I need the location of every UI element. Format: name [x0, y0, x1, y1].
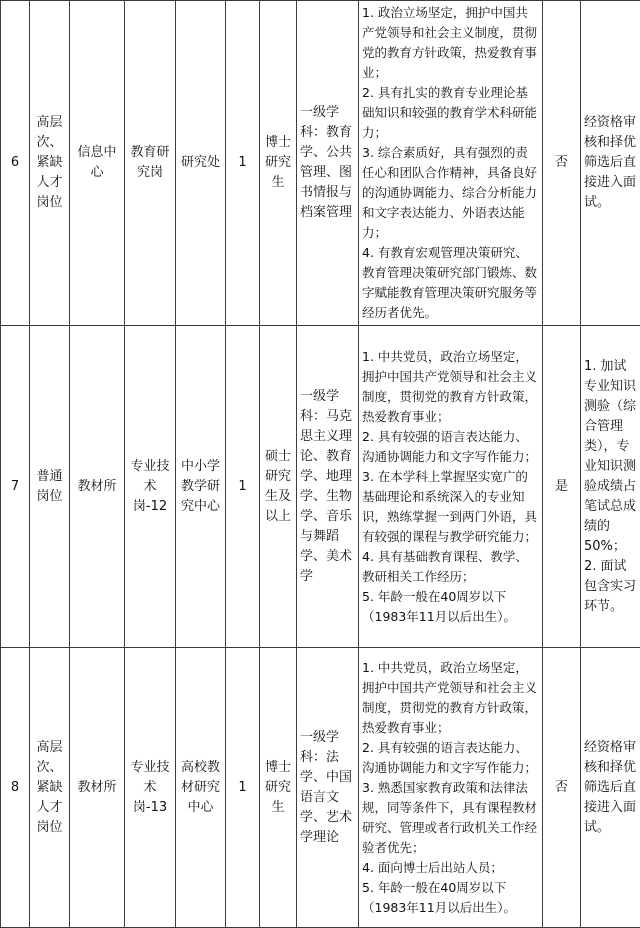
- note-item: 1. 加试专业知识测验（综合管理类），专业知识测验成绩占笔试总成绩的50%；: [584, 357, 637, 557]
- major-cell: 一级学科：马克思主义理论、教育学、地理学、生物学、音乐与舞蹈学、美术学: [297, 326, 359, 648]
- requirement-item: 4. 面向博士后出站人员；: [362, 858, 539, 878]
- requirements-cell: [359, 326, 543, 648]
- requirement-item: 1. 中共党员，政治立场坚定，拥护中国共产党领导和社会主义制度，贯彻党的教育方针政策，热爱教育事业；: [362, 347, 539, 427]
- post-category-cell: 高层次、紧缺人才岗位: [30, 648, 70, 928]
- post-category-cell: 高层次、紧缺人才岗位: [30, 1, 70, 326]
- department-cell: 教材所: [70, 648, 125, 928]
- requirement-item: 1. 政治立场坚定，拥护中国共产党领导和社会主义制度，贯彻党的教育方针政策，热爱教育事业；: [362, 3, 539, 83]
- requirement-item: 2. 具有扎实的教育专业理论基础知识和较强的教育学术科研能力；: [362, 83, 539, 143]
- written-exam-cell: 是: [543, 326, 581, 648]
- headcount-cell: 1: [226, 1, 260, 326]
- requirement-item: 3. 在本学科上掌握坚实宽广的基础理论和系统深入的专业知识，熟练掌握一到两门外语，具有较强的课程与教学研究能力；: [362, 467, 539, 547]
- requirement-item: 3. 综合素质好，具有强烈的责任心和团队合作精神，具备良好的沟通协调能力、综合分析能力和文字表达能力、外语表达能力；: [362, 143, 539, 243]
- row-number-cell: 8: [1, 648, 30, 928]
- table-row: [1, 1, 640, 326]
- post-name-cell: 专业技术岗-13: [125, 648, 176, 928]
- major-cell: 一级学科：法学、中国语言文学、艺术学理论: [297, 648, 359, 928]
- note-item: 2. 面试包含实习环节。: [584, 557, 637, 617]
- post-name-cell: 教育研究岗: [125, 1, 176, 326]
- department-cell: 信息中心: [70, 1, 125, 326]
- requirement-item: 3. 熟悉国家教育政策和法律法规，同等条件下，具有课程教材研究、管理或者行政机关工作经验者优先；: [362, 778, 539, 858]
- office-cell: 中小学教学研究中心: [176, 326, 226, 648]
- headcount-cell: 1: [226, 648, 260, 928]
- major-cell: 一级学科：教育学、公共管理、图书情报与档案管理: [297, 1, 359, 326]
- department-cell: 教材所: [70, 326, 125, 648]
- headcount-cell: 1: [226, 326, 260, 648]
- degree-cell: 博士研究生: [260, 648, 297, 928]
- note-item: 经资格审核和择优筛选后直接进入面试。: [584, 113, 637, 213]
- row-number-cell: 6: [1, 1, 30, 326]
- note-item: 经资格审核和择优筛选后直接进入面试。: [584, 738, 637, 838]
- office-cell: 高校教材研究中心: [176, 648, 226, 928]
- requirements-cell: [359, 648, 543, 928]
- requirement-item: 5. 年龄一般在40周岁以下（1983年11月以后出生）。: [362, 878, 539, 918]
- post-name-cell: 专业技术岗-12: [125, 326, 176, 648]
- notes-cell: [581, 648, 640, 928]
- degree-cell: 硕士研究生及以上: [260, 326, 297, 648]
- degree-cell: 博士研究生: [260, 1, 297, 326]
- requirement-item: 1. 中共党员，政治立场坚定，拥护中国共产党领导和社会主义制度，贯彻党的教育方针政策，热爱教育事业；: [362, 658, 539, 738]
- requirement-item: 4. 有教育宏观管理决策研究、教育管理决策研究部门锻炼、数字赋能教育管理决策研究服务等经历者优先。: [362, 243, 539, 323]
- requirement-item: 5. 年龄一般在40周岁以下（1983年11月以后出生）。: [362, 587, 539, 627]
- requirement-item: 2. 具有较强的语言表达能力、沟通协调能力和文字写作能力；: [362, 427, 539, 467]
- requirements-cell: [359, 1, 543, 326]
- row-number-cell: 7: [1, 326, 30, 648]
- written-exam-cell: 否: [543, 648, 581, 928]
- table-row: [1, 648, 640, 928]
- requirement-item: 4. 具有基础教育课程、教学、教研相关工作经历；: [362, 547, 539, 587]
- written-exam-cell: 否: [543, 1, 581, 326]
- table-row: [1, 326, 640, 648]
- requirement-item: 2. 具有较强的语言表达能力、沟通协调能力和文字写作能力；: [362, 738, 539, 778]
- post-category-cell: 普通岗位: [30, 326, 70, 648]
- office-cell: 研究处: [176, 1, 226, 326]
- notes-cell: [581, 326, 640, 648]
- notes-cell: [581, 1, 640, 326]
